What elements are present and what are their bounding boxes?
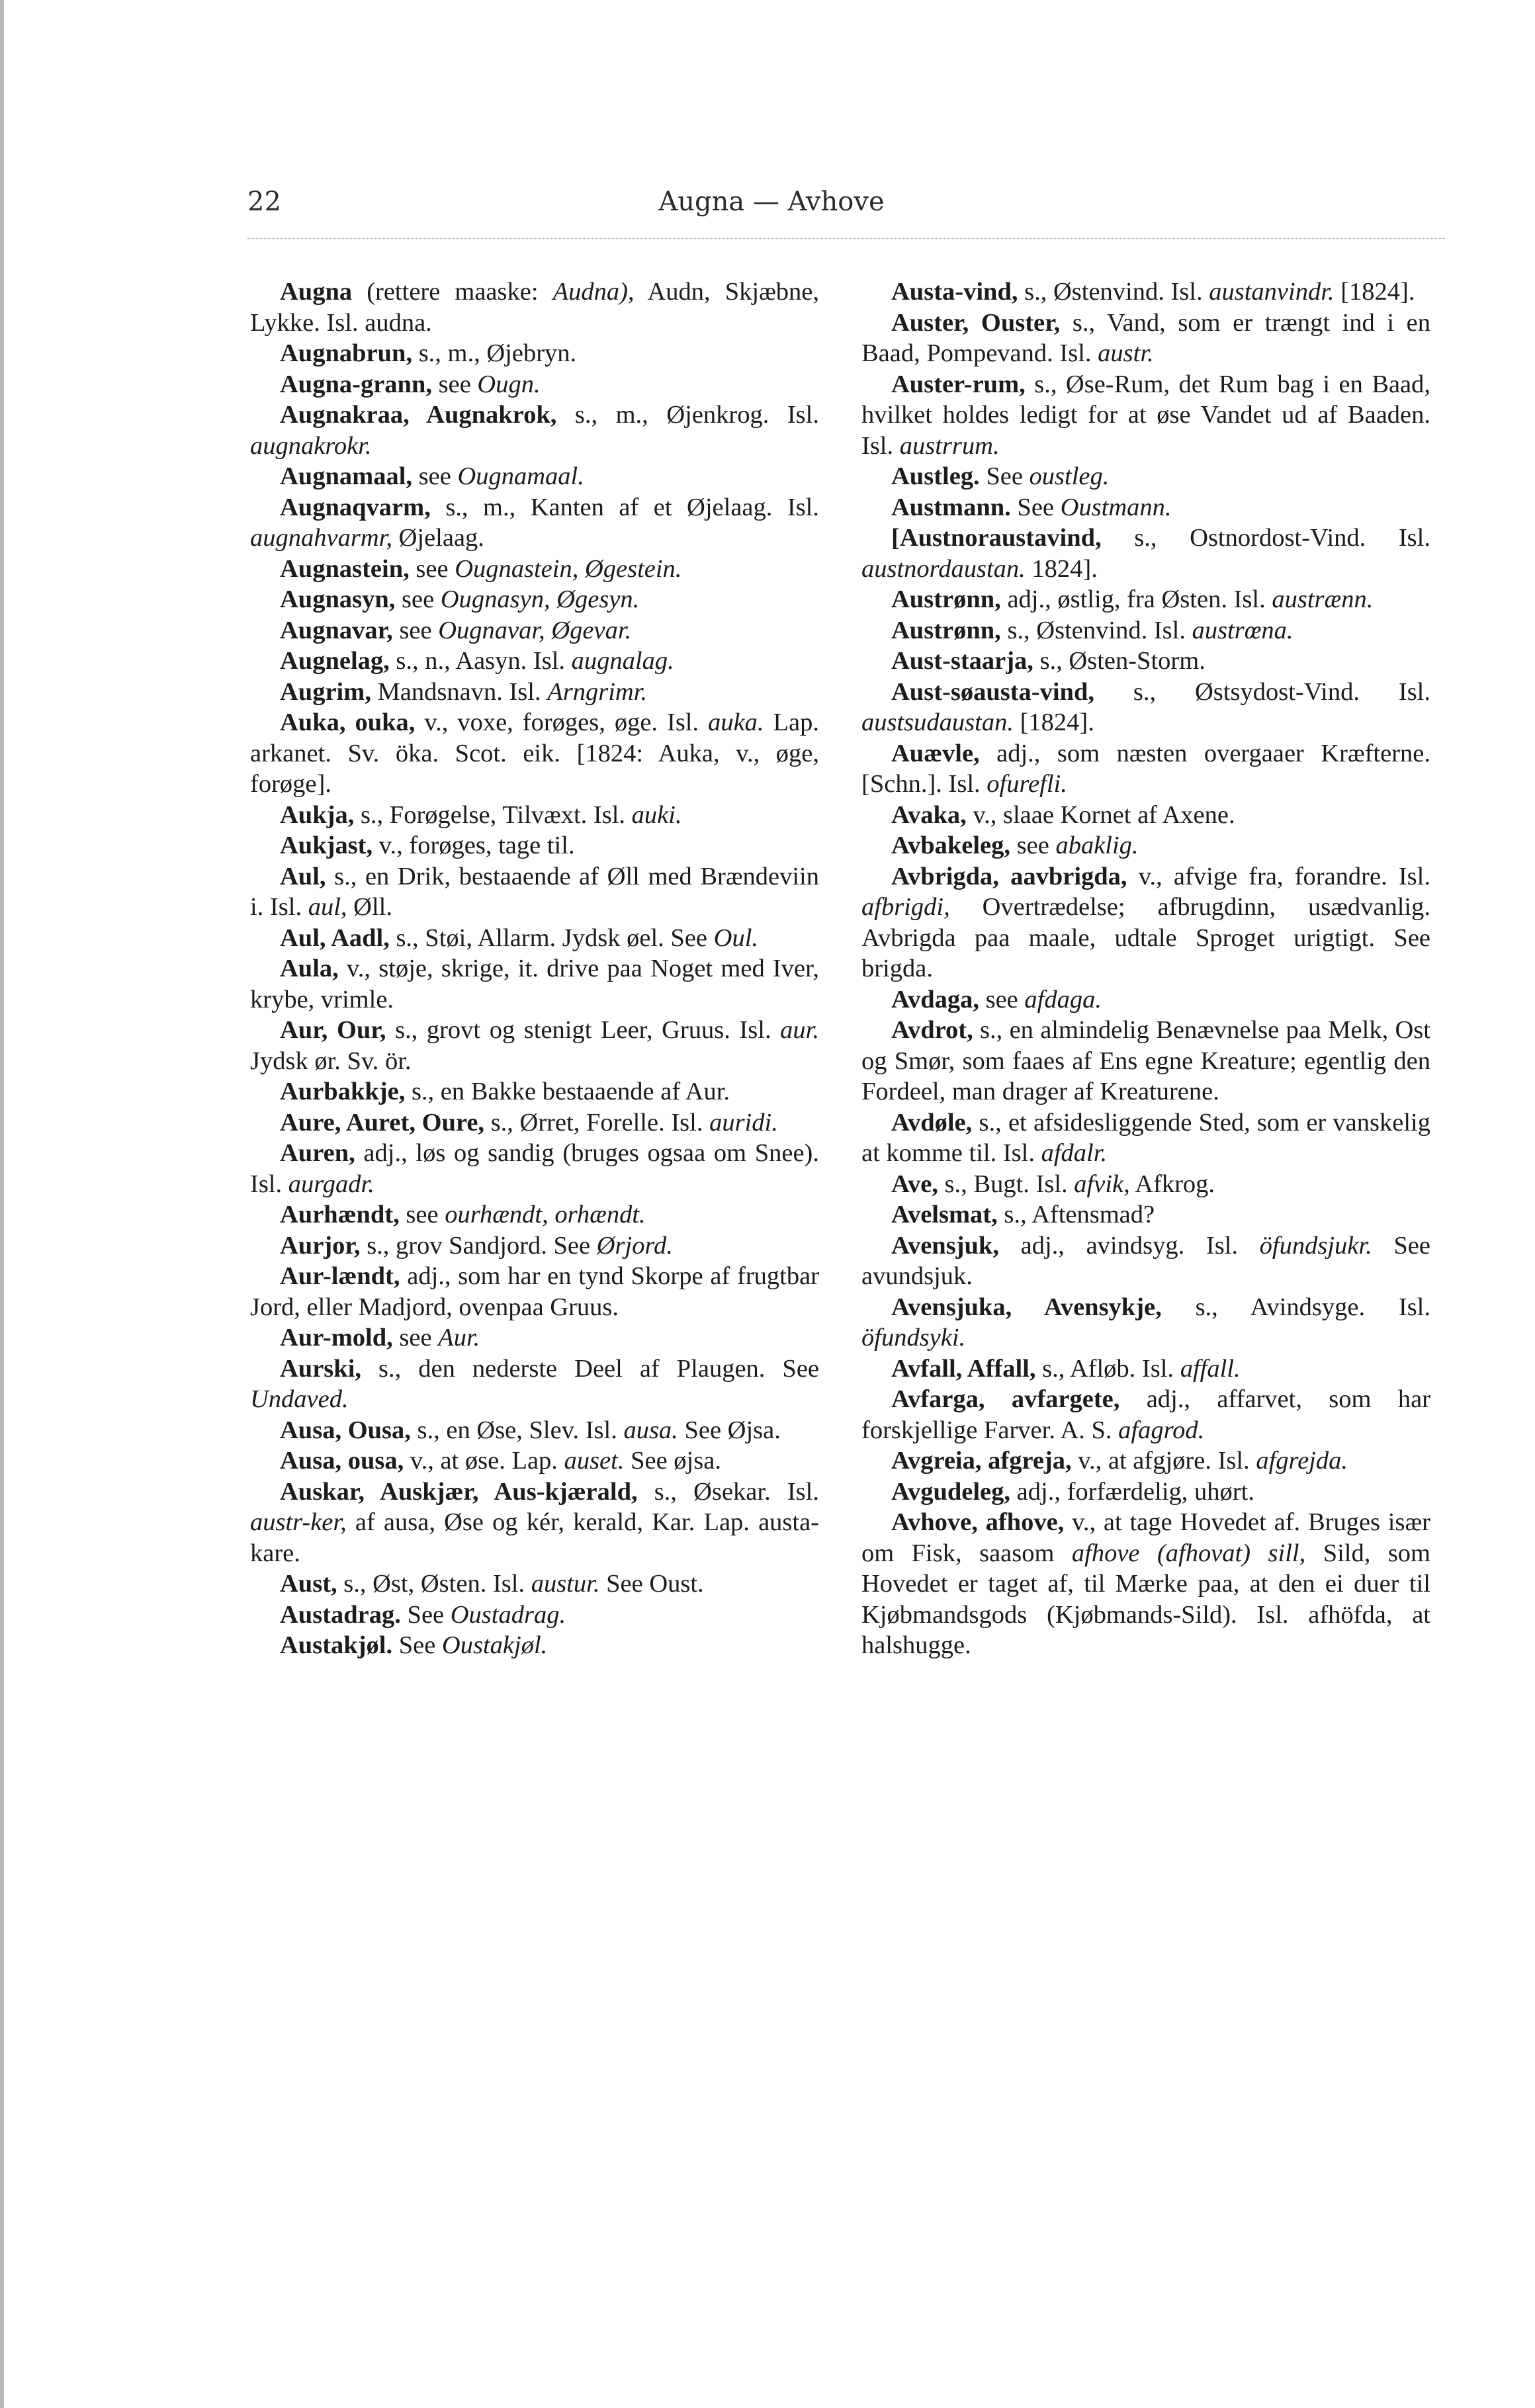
- entry-headword: Aur-mold,: [280, 1324, 393, 1352]
- entry-headword: Aurski,: [280, 1354, 362, 1383]
- dictionary-entry: [250, 1415, 819, 1446]
- entry-reference: öfundsyki.: [861, 1324, 966, 1352]
- entry-reference: Aur.: [438, 1324, 480, 1352]
- entry-definition: s., Ørret, Forelle. Isl.: [484, 1108, 710, 1137]
- entry-headword: Austa-vind,: [891, 278, 1018, 306]
- entry-headword: Avfall, Affall,: [891, 1354, 1036, 1383]
- entry-headword: Aust-staarja,: [891, 647, 1033, 675]
- entry-definition: s., et afsidesliggende Sted, som er vanskelig at komme til. Isl.: [861, 1108, 1430, 1167]
- dictionary-entry: [861, 830, 1430, 861]
- dictionary-entry: [250, 1354, 819, 1415]
- dictionary-entry: [861, 1169, 1430, 1200]
- dictionary-entry: [861, 1507, 1430, 1661]
- entry-headword: Avensjuk,: [891, 1231, 999, 1260]
- entry-headword: Augrim,: [280, 677, 371, 706]
- entry-headword: Aust,: [280, 1570, 337, 1598]
- entry-headword: Aurbakkje,: [280, 1078, 406, 1105]
- entry-headword: Avgudeleg,: [891, 1477, 1011, 1506]
- entry-headword: Auka, ouka,: [280, 709, 416, 736]
- entry-definition: s., grovt og stenigt Leer, Gruus. Isl.: [386, 1016, 781, 1044]
- dictionary-entry: [250, 400, 819, 461]
- entry-definition: s., Afløb. Isl.: [1035, 1354, 1180, 1383]
- entry-headword: Avaka,: [891, 800, 967, 829]
- entry-continuation: Audn, Skjæbne, Lykke. Isl. audna.: [250, 278, 819, 337]
- entry-definition: v., afvige fra, forandre. Isl.: [1127, 862, 1430, 890]
- entry-continuation: See Oust.: [599, 1570, 704, 1598]
- entry-definition: s., m., Øjenkrog. Isl.: [556, 401, 819, 429]
- entry-definition: (rettere maaske:: [352, 278, 553, 306]
- dictionary-entry: [861, 369, 1430, 462]
- entry-continuation: Afkrog.: [1129, 1170, 1215, 1198]
- entry-headword: Aukja,: [280, 800, 355, 829]
- entry-headword: Avdøle,: [891, 1108, 973, 1137]
- dictionary-entry: [250, 646, 819, 677]
- entry-definition: v., støje, skrige, it. drive paa Noget med Iver, krybe, vrimle.: [250, 955, 819, 1013]
- right-column: [861, 277, 1430, 1661]
- entry-headword: Aure, Auret, Oure,: [280, 1108, 485, 1137]
- entry-reference: Oul.: [713, 924, 759, 952]
- entry-reference: afvik,: [1074, 1170, 1130, 1198]
- entry-continuation: Lap. arkanet. Sv. öka. Scot. eik. [1824: Auka, v., øge, forøge].: [250, 709, 820, 798]
- entry-definition: s., Aftensmad?: [997, 1201, 1155, 1228]
- entry-headword: Augnaqvarm,: [280, 493, 431, 521]
- entry-headword: Austleg.: [891, 462, 980, 490]
- entry-headword: Augnavar,: [280, 616, 393, 644]
- entry-definition: s., den nederste Deel af Plaugen. See: [361, 1354, 819, 1383]
- entry-definition: s., m., Kanten af et Øjelaag. Isl.: [430, 493, 819, 521]
- dictionary-entry: [250, 1445, 819, 1477]
- entry-headword: Augnakraa, Augnakrok,: [280, 401, 557, 429]
- dictionary-entry: [250, 615, 819, 646]
- entry-reference: afgrejda.: [1256, 1447, 1348, 1475]
- entry-headword: Avdaga,: [891, 985, 979, 1013]
- dictionary-entry: [250, 1107, 819, 1139]
- entry-reference: austr.: [1098, 339, 1154, 367]
- entry-continuation: See avundsjuk.: [861, 1231, 1430, 1290]
- entry-reference: afhove (afhovat) sill,: [1071, 1539, 1306, 1567]
- entry-headword: Avfarga, avfargete,: [891, 1385, 1120, 1413]
- entry-reference: Oustmann.: [1060, 493, 1172, 521]
- entry-continuation: Øjelaag.: [392, 524, 484, 552]
- dictionary-entry: [250, 1477, 819, 1569]
- entry-headword: Auren,: [280, 1139, 355, 1167]
- dictionary-entry: [861, 984, 1430, 1015]
- entry-definition: s., Bugt. Isl.: [938, 1170, 1074, 1198]
- entry-definition: adj., som næsten overgaaer Kræfterne. [Schn.]. Isl.: [861, 739, 1430, 798]
- entry-reference: afdaga.: [1024, 985, 1102, 1013]
- entry-reference: augnalag.: [571, 647, 674, 675]
- left-column: [250, 277, 819, 1661]
- entry-reference: Ougnamaal.: [457, 462, 584, 490]
- entry-definition: Mandsnavn. Isl.: [371, 677, 548, 706]
- page-header: [4, 187, 1535, 226]
- entry-headword: Austrønn,: [891, 616, 1001, 644]
- entry-continuation: af ausa, Øse og kér, kerald, Kar. Lap. austa-kare.: [250, 1508, 819, 1567]
- entry-reference: austrœna.: [1192, 616, 1294, 644]
- entry-definition: adj., avindsyg. Isl.: [998, 1231, 1260, 1260]
- entry-reference: auridi.: [709, 1108, 778, 1137]
- dictionary-entry: [250, 1600, 819, 1631]
- entry-headword: Austmann.: [891, 493, 1011, 521]
- entry-definition: see: [395, 585, 441, 613]
- dictionary-entry: [250, 1630, 819, 1661]
- entry-continuation: Jydsk ør. Sv. ör.: [250, 1047, 412, 1075]
- entry-definition: s., Avindsyge. Isl.: [1161, 1293, 1431, 1321]
- entry-definition: s., Støi, Allarm. Jydsk øel. See: [389, 924, 714, 952]
- entry-headword: Aurjor,: [280, 1231, 361, 1260]
- dictionary-entry: [861, 1477, 1430, 1508]
- entry-definition: see: [979, 985, 1025, 1013]
- entry-headword: [Austnoraustavind,: [891, 524, 1102, 552]
- entry-definition: s., Øse-Rum, det Rum bag i en Baad, hvilket holdes ledigt for at øse Vandet ud af Baaden. Isl.: [861, 370, 1430, 460]
- entry-headword: Avelsmat,: [891, 1201, 998, 1228]
- dictionary-entry: [250, 492, 819, 554]
- dictionary-entry: [861, 277, 1430, 308]
- entry-reference: austsudaustan.: [861, 709, 1014, 736]
- dictionary-entry: [250, 1015, 819, 1076]
- entry-headword: Augna-grann,: [280, 370, 432, 398]
- entry-definition: s., en Øse, Slev. Isl.: [410, 1416, 624, 1444]
- entry-reference: ausa.: [623, 1416, 678, 1444]
- entry-reference: abaklig.: [1055, 832, 1139, 859]
- dictionary-entry: [250, 1138, 819, 1199]
- dictionary-entry: [861, 1445, 1430, 1477]
- dictionary-entry: [250, 861, 819, 923]
- entry-headword: Augnabrun,: [280, 339, 413, 367]
- entry-headword: Aur-lændt,: [280, 1262, 400, 1290]
- dictionary-entry: [250, 677, 819, 708]
- header-rule: [247, 238, 1445, 239]
- entry-headword: Auster, Ouster,: [891, 308, 1061, 337]
- entry-definition: v., at tage Hovedet af. Bruges især om Fisk, saasom: [861, 1508, 1430, 1567]
- entry-definition: See: [392, 1631, 442, 1659]
- entry-headword: Avhove, afhove,: [891, 1508, 1065, 1536]
- entry-headword: Augnasyn,: [280, 585, 396, 613]
- entry-definition: see: [392, 616, 439, 644]
- entry-reference: aul,: [308, 893, 347, 921]
- dictionary-entry: [250, 800, 819, 831]
- entry-reference: augnahvarmr,: [250, 524, 392, 552]
- entry-headword: Ausa, ousa,: [280, 1447, 404, 1475]
- entry-continuation: Sild, som Hovedet er taget af, til Mærke paa, at den ei duer til Kjøbmandsgods (Kjøbmands-Sild). Isl. afhöfda, at halshugge.: [861, 1539, 1430, 1659]
- entry-definition: See: [979, 462, 1030, 490]
- dictionary-entry: [861, 584, 1430, 615]
- dictionary-entry: [861, 615, 1430, 646]
- entry-headword: Avensjuka, Avensykje,: [891, 1293, 1162, 1321]
- entry-reference: Undaved.: [250, 1385, 349, 1413]
- dictionary-entry: [861, 492, 1430, 523]
- entry-reference: Arngrimr.: [547, 677, 648, 706]
- entry-continuation: 1824].: [1025, 554, 1098, 583]
- entry-definition: v., at øse. Lap.: [404, 1447, 564, 1475]
- entry-definition: s., Øsekar. Isl.: [637, 1477, 819, 1506]
- dictionary-entry: [861, 523, 1430, 584]
- dictionary-entry: [861, 1230, 1430, 1292]
- entry-definition: s., Forøgelse, Tilvæxt. Isl.: [354, 800, 632, 829]
- entry-headword: Auskar, Auskjær, Aus-kjærald,: [280, 1477, 638, 1506]
- entry-reference: austr-ker,: [250, 1508, 347, 1536]
- entry-definition: s., Ostnordost-Vind. Isl.: [1101, 524, 1430, 552]
- entry-reference: afagrod.: [1118, 1416, 1205, 1444]
- entry-reference: Ørjord.: [596, 1231, 673, 1260]
- dictionary-entry: [861, 308, 1430, 369]
- entry-continuation: See øjsa.: [624, 1447, 721, 1475]
- entry-headword: Aul,: [280, 862, 326, 890]
- dictionary-entry: [861, 1292, 1430, 1354]
- dictionary-entry: [250, 1076, 819, 1107]
- entry-reference: Audna),: [552, 278, 635, 306]
- entry-reference: Ougnasyn, Øgesyn.: [440, 585, 640, 613]
- entry-definition: s., en Bakke bestaaende af Aur.: [405, 1078, 730, 1105]
- entry-definition: s., Østsydost-Vind. Isl.: [1094, 677, 1430, 706]
- entry-reference: austanvindr.: [1209, 278, 1335, 306]
- dictionary-entry: [861, 861, 1430, 984]
- entry-reference: affall.: [1180, 1354, 1241, 1383]
- entry-headword: Augnelag,: [280, 647, 390, 675]
- entry-reference: austur.: [531, 1570, 600, 1598]
- entry-headword: Avbakeleg,: [891, 832, 1011, 859]
- dictionary-entry: [250, 830, 819, 861]
- dictionary-entry: [861, 461, 1430, 492]
- entry-definition: s., Vand, som er trængt ind i en Baad, Pompevand. Isl.: [861, 308, 1431, 367]
- entry-reference: öfundsjukr.: [1259, 1231, 1372, 1260]
- entry-headword: Augnamaal,: [280, 462, 413, 490]
- entry-continuation: Overtrædelse; afbrugdinn, usædvanlig. Avbrigda paa maale, udtale Sproget urigtigt. See brigda.: [861, 893, 1430, 982]
- dictionary-entry: [861, 1384, 1430, 1445]
- entry-definition: s., en Drik, bestaaende af Øll med Brændeviin i. Isl.: [250, 862, 819, 921]
- dictionary-entry: [250, 338, 819, 369]
- dictionary-entry: [861, 677, 1430, 738]
- entry-definition: see: [399, 1201, 445, 1228]
- entry-reference: Ougn.: [477, 370, 541, 398]
- entry-continuation: [1824].: [1334, 278, 1415, 306]
- entry-definition: See: [400, 1600, 451, 1629]
- entry-definition: see: [1010, 832, 1056, 859]
- entry-definition: s., n., Aasyn. Isl.: [389, 647, 572, 675]
- dictionary-entry: [250, 277, 819, 338]
- entry-definition: s., grov Sandjord. See: [360, 1231, 597, 1260]
- entry-definition: See: [1010, 493, 1061, 521]
- dictionary-entry: [250, 369, 819, 400]
- entry-headword: Aurhændt,: [280, 1201, 400, 1228]
- dictionary-entry: [250, 1322, 819, 1354]
- entry-headword: Austadrag.: [280, 1600, 401, 1629]
- entry-reference: ofurefli.: [987, 770, 1067, 798]
- dictionary-entry: [861, 1107, 1430, 1169]
- dictionary-entry: [861, 800, 1430, 831]
- entry-definition: v., at afgjøre. Isl.: [1071, 1447, 1256, 1475]
- entry-reference: auki.: [631, 800, 682, 829]
- entry-reference: austrrum.: [899, 431, 1000, 460]
- dictionary-entry: [250, 461, 819, 492]
- entry-headword: Aula,: [280, 955, 339, 982]
- dictionary-entry: [861, 1015, 1430, 1107]
- entry-headword: Avgreia, afgreja,: [891, 1447, 1072, 1475]
- entry-reference: ourhændt, orhændt.: [445, 1201, 646, 1228]
- entry-reference: Oustakjøl.: [441, 1631, 548, 1659]
- dictionary-entry: [250, 923, 819, 954]
- entry-reference: austrænn.: [1272, 585, 1374, 613]
- dictionary-entry: [250, 1230, 819, 1262]
- page-number: 22: [247, 187, 281, 217]
- entry-headword: Auævle,: [891, 739, 980, 767]
- entry-definition: s., Øst, Østen. Isl.: [337, 1570, 531, 1598]
- entry-definition: adj., som har en tynd Skorpe af frugtbar Jord, eller Madjord, ovenpaa Gruus.: [250, 1262, 819, 1321]
- entry-headword: Aul, Aadl,: [280, 924, 390, 952]
- entry-headword: Avdrot,: [891, 1016, 973, 1044]
- entry-definition: s., en almindelig Benævnelse paa Melk, Ost og Smør, som faaes af Ens egne Kreature; egentlig den Fordeel, man drager af Kreaturene.: [861, 1016, 1430, 1105]
- dictionary-entry: [861, 1354, 1430, 1385]
- entry-reference: afbrigdi,: [861, 893, 950, 921]
- entry-definition: see: [392, 1324, 439, 1352]
- dictionary-entry: [861, 1199, 1430, 1230]
- running-title: Augna — Avhove: [658, 187, 885, 217]
- dictionary-entry: [250, 1261, 819, 1322]
- entry-headword: Ave,: [891, 1170, 938, 1198]
- entry-reference: oustleg.: [1029, 462, 1110, 490]
- entry-headword: Augnastein,: [280, 554, 410, 583]
- dictionary-entry: [861, 738, 1430, 800]
- entry-definition: see: [432, 370, 478, 398]
- dictionary-entry: [250, 1199, 819, 1230]
- entry-reference: augnakrokr.: [250, 431, 372, 460]
- entry-headword: Ausa, Ousa,: [280, 1416, 411, 1444]
- entry-headword: Auster-rum,: [891, 370, 1026, 398]
- entry-headword: Augna: [280, 278, 353, 306]
- entry-definition: s., Østenvind. Isl.: [1018, 278, 1209, 306]
- entry-headword: Austrønn,: [891, 585, 1001, 613]
- entry-reference: aur.: [780, 1016, 819, 1044]
- entry-definition: adj., østlig, fra Østen. Isl.: [1000, 585, 1272, 613]
- dictionary-entry: [861, 646, 1430, 677]
- entry-definition: v., forøges, tage til.: [373, 832, 575, 859]
- entry-definition: see: [412, 462, 458, 490]
- entry-continuation: See Øjsa.: [678, 1416, 781, 1444]
- dictionary-entry: [250, 584, 819, 615]
- dictionary-entry: [250, 953, 819, 1015]
- entry-definition: s., Østenvind. Isl.: [1000, 616, 1192, 644]
- entry-definition: adj., løs og sandig (bruges ogsaa om Snee). Isl.: [250, 1139, 819, 1198]
- entry-definition: s., Østen-Storm.: [1033, 647, 1206, 675]
- entry-definition: adj., forfærdelig, uhørt.: [1010, 1477, 1254, 1506]
- entry-reference: aurgadr.: [288, 1170, 374, 1198]
- entry-definition: s., m., Øjebryn.: [412, 339, 577, 367]
- entry-definition: adj., affarvet, som har forskjellige Farver. A. S.: [861, 1385, 1431, 1444]
- entry-headword: Austakjøl.: [280, 1631, 393, 1659]
- entry-reference: Oustadrag.: [450, 1600, 566, 1629]
- entry-headword: Aust-søausta-vind,: [891, 677, 1095, 706]
- entry-reference: Ougnavar, Øgevar.: [438, 616, 632, 644]
- dictionary-entry: [250, 707, 819, 800]
- entry-reference: auset.: [564, 1447, 625, 1475]
- dictionary-entry: [250, 554, 819, 585]
- entry-definition: v., voxe, forøges, øge. Isl.: [415, 709, 709, 736]
- entry-headword: Avbrigda, aavbrigda,: [891, 862, 1127, 890]
- dictionary-entry: [250, 1569, 819, 1600]
- entry-reference: auka.: [708, 709, 764, 736]
- entry-headword: Aukjast,: [280, 832, 373, 859]
- entry-continuation: Øll.: [347, 893, 392, 921]
- entry-definition: v., slaae Kornet af Axene.: [966, 800, 1235, 829]
- entry-reference: afdalr.: [1041, 1139, 1108, 1167]
- entry-definition: see: [409, 554, 455, 583]
- entry-continuation: [1824].: [1013, 709, 1094, 736]
- entry-reference: austnordaustan.: [861, 554, 1026, 583]
- entry-headword: Aur, Our,: [280, 1016, 386, 1044]
- entry-reference: Ougnastein, Øgestein.: [455, 554, 682, 583]
